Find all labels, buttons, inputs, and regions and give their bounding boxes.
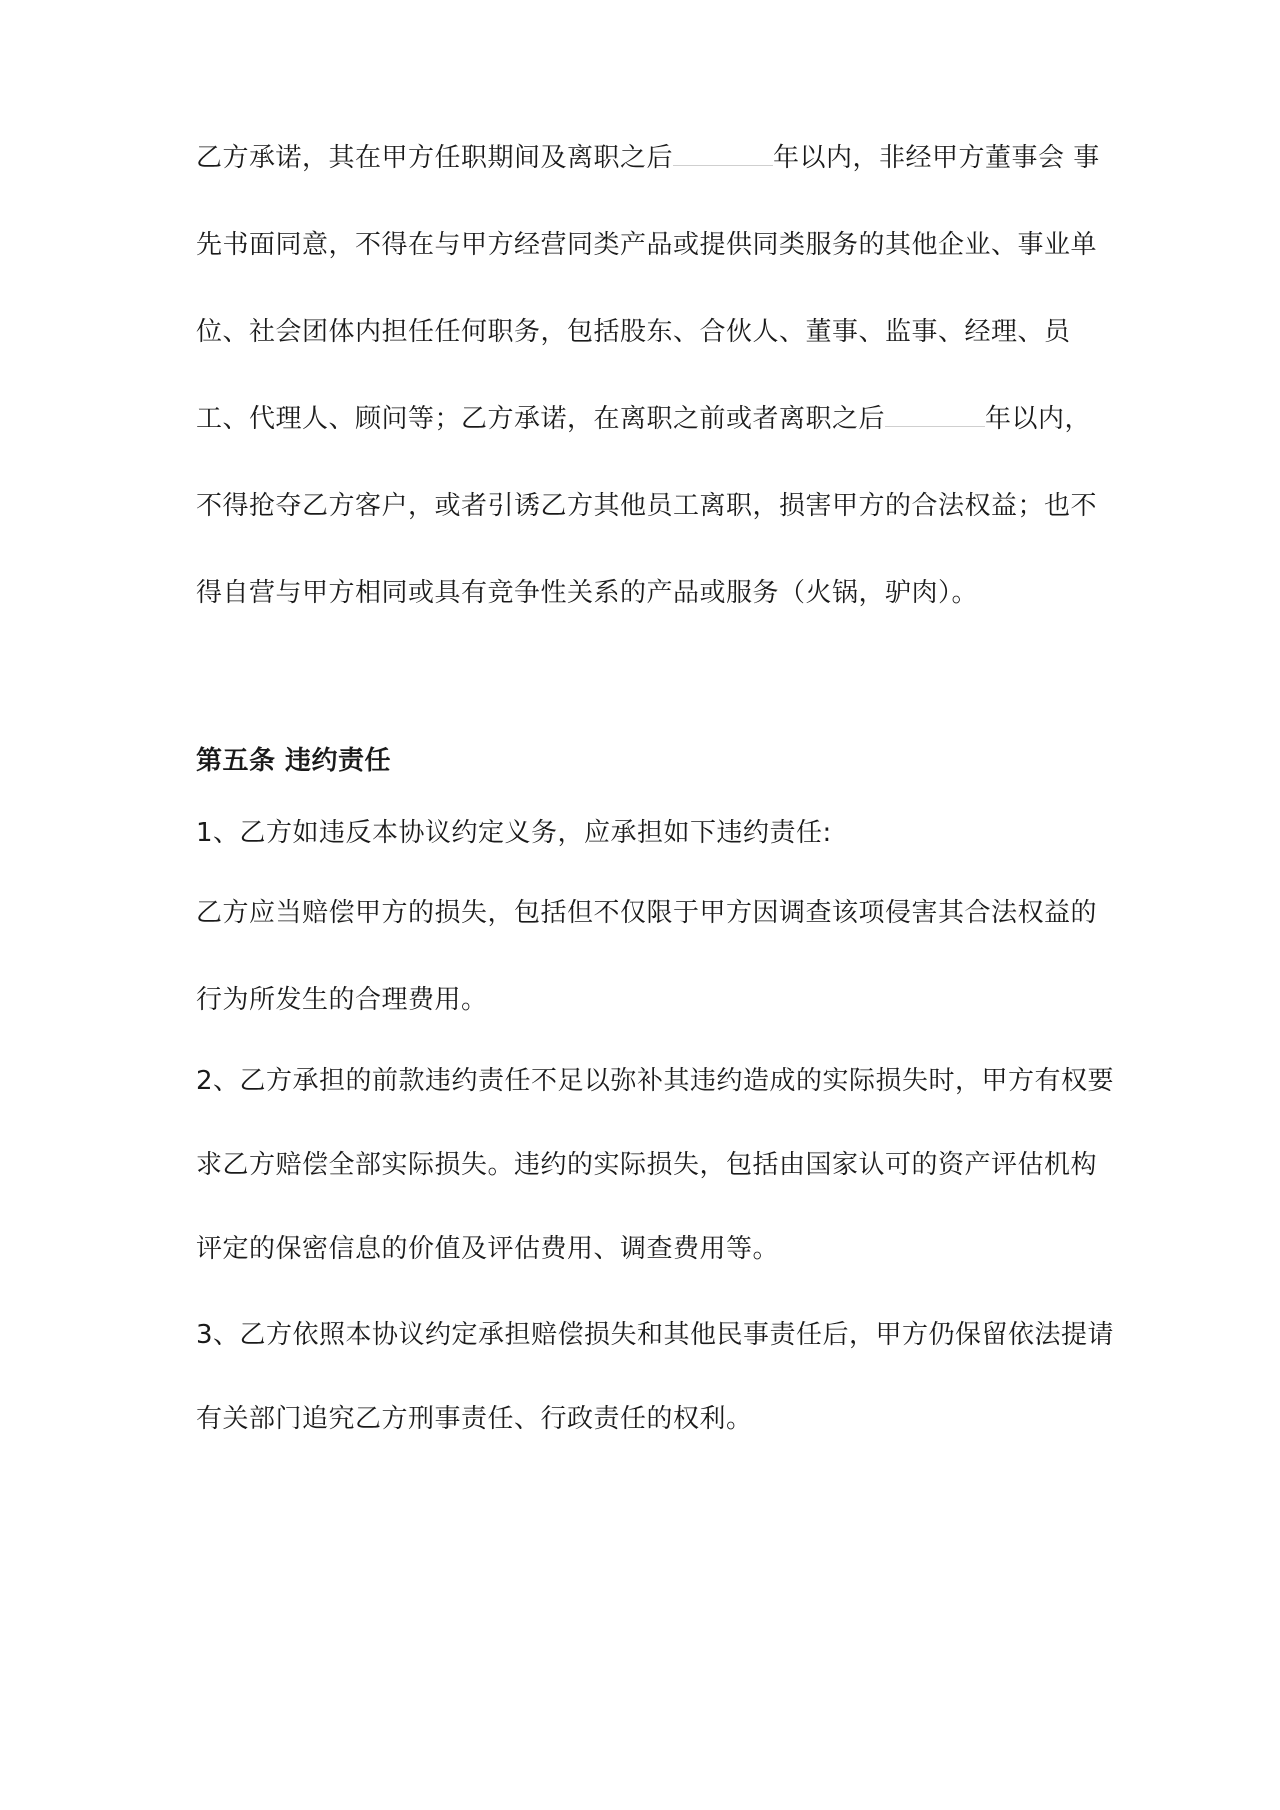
text-line: 2、乙方承担的前款违约责任不足以弥补其违约造成的实际损失时，甲方有权要 bbox=[196, 1066, 1115, 1096]
text-line: 先书面同意，不得在与甲方经营同类产品或提供同类服务的其他企业、事业单 bbox=[196, 230, 1098, 260]
text-line: 1、乙方如违反本协议约定义务，应承担如下违约责任: bbox=[196, 818, 832, 848]
section-heading: 第五条 违约责任 bbox=[196, 746, 392, 776]
text-line bbox=[196, 140, 1100, 176]
text-segment: 乙方承诺，其在甲方任职期间及离职之后 bbox=[196, 143, 674, 173]
text-line bbox=[196, 401, 1091, 437]
text-line: 求乙方赔偿全部实际损失。违约的实际损失，包括由国家认可的资产评估机构 bbox=[196, 1150, 1098, 1180]
text-line: 3、乙方依照本协议约定承担赔偿损失和其他民事责任后，甲方仍保留依法提请 bbox=[196, 1320, 1115, 1350]
text-line: 行为所发生的合理费用。 bbox=[196, 985, 488, 1015]
text-line: 得自营与甲方相同或具有竞争性关系的产品或服务（火锅，驴肉）。 bbox=[196, 578, 979, 608]
fill-in-blank-years bbox=[673, 143, 773, 166]
text-segment: 工、代理人、顾问等；乙方承诺，在离职之前或者离职之后 bbox=[196, 404, 886, 434]
text-line: 位、社会团体内担任任何职务，包括股东、合伙人、董事、监事、经理、员 bbox=[196, 317, 1071, 347]
text-line: 乙方应当赔偿甲方的损失，包括但不仅限于甲方因调查该项侵害其合法权益的 bbox=[196, 898, 1098, 928]
text-line: 评定的保密信息的价值及评估费用、调查费用等。 bbox=[196, 1234, 780, 1264]
fill-in-blank-years bbox=[885, 404, 985, 427]
text-line: 不得抢夺乙方客户，或者引诱乙方其他员工离职，损害甲方的合法权益；也不 bbox=[196, 491, 1098, 521]
text-segment: 年以内，非经甲方董事会 事 bbox=[773, 143, 1100, 173]
text-segment: 年以内， bbox=[985, 404, 1092, 434]
text-line: 有关部门追究乙方刑事责任、行政责任的权利。 bbox=[196, 1404, 753, 1434]
